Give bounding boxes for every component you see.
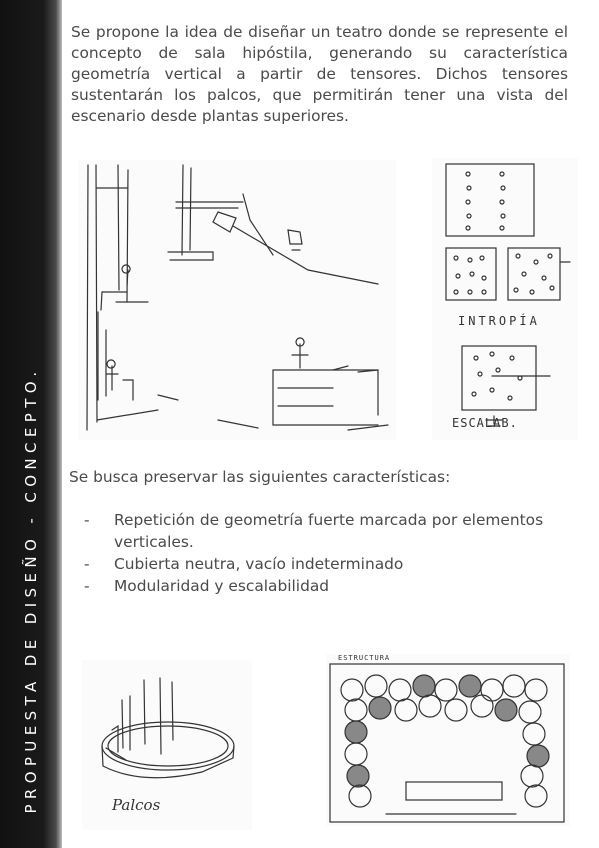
list-item	[84, 509, 594, 553]
list-item	[84, 553, 594, 575]
sidebar-title: PROPUESTA DE DISEÑO - CONCEPTO.	[22, 366, 40, 814]
list-dash: -	[84, 577, 90, 595]
list-item-text: Cubierta neutra, vacío indeterminado	[114, 555, 404, 573]
list-item-text: Repetición de geometría fuerte marcada por elementos verticales.	[114, 511, 544, 551]
characteristics-heading: Se busca preservar las siguientes características:	[69, 468, 451, 486]
estructura-sketch	[326, 654, 570, 826]
list-item-text: Modularidad y escalabilidad	[114, 577, 330, 595]
escalab-label: ESCALAB.	[452, 416, 518, 430]
intropia-label: INTROPÍA	[458, 314, 540, 328]
list-item	[84, 575, 594, 597]
list-dash: -	[84, 511, 90, 529]
palcos-label: Palcos	[112, 796, 161, 814]
estructura-label: ESTRUCTURA	[338, 654, 391, 662]
intro-paragraph: Se propone la idea de diseñar un teatro donde se represente el concepto de sala hipóstila, generando su característica geometría vertical a partir de tensores. Dichos tensores sustentarán los palcos, que permitirán tener una vista del escenario desde plantas superiores.	[71, 23, 568, 125]
characteristics-list	[84, 509, 594, 597]
sidebar	[0, 0, 62, 848]
palcos-sketch	[82, 660, 252, 830]
section-sketch	[78, 160, 396, 440]
concept-diagrams-sketch	[432, 158, 578, 440]
list-dash: -	[84, 555, 90, 573]
